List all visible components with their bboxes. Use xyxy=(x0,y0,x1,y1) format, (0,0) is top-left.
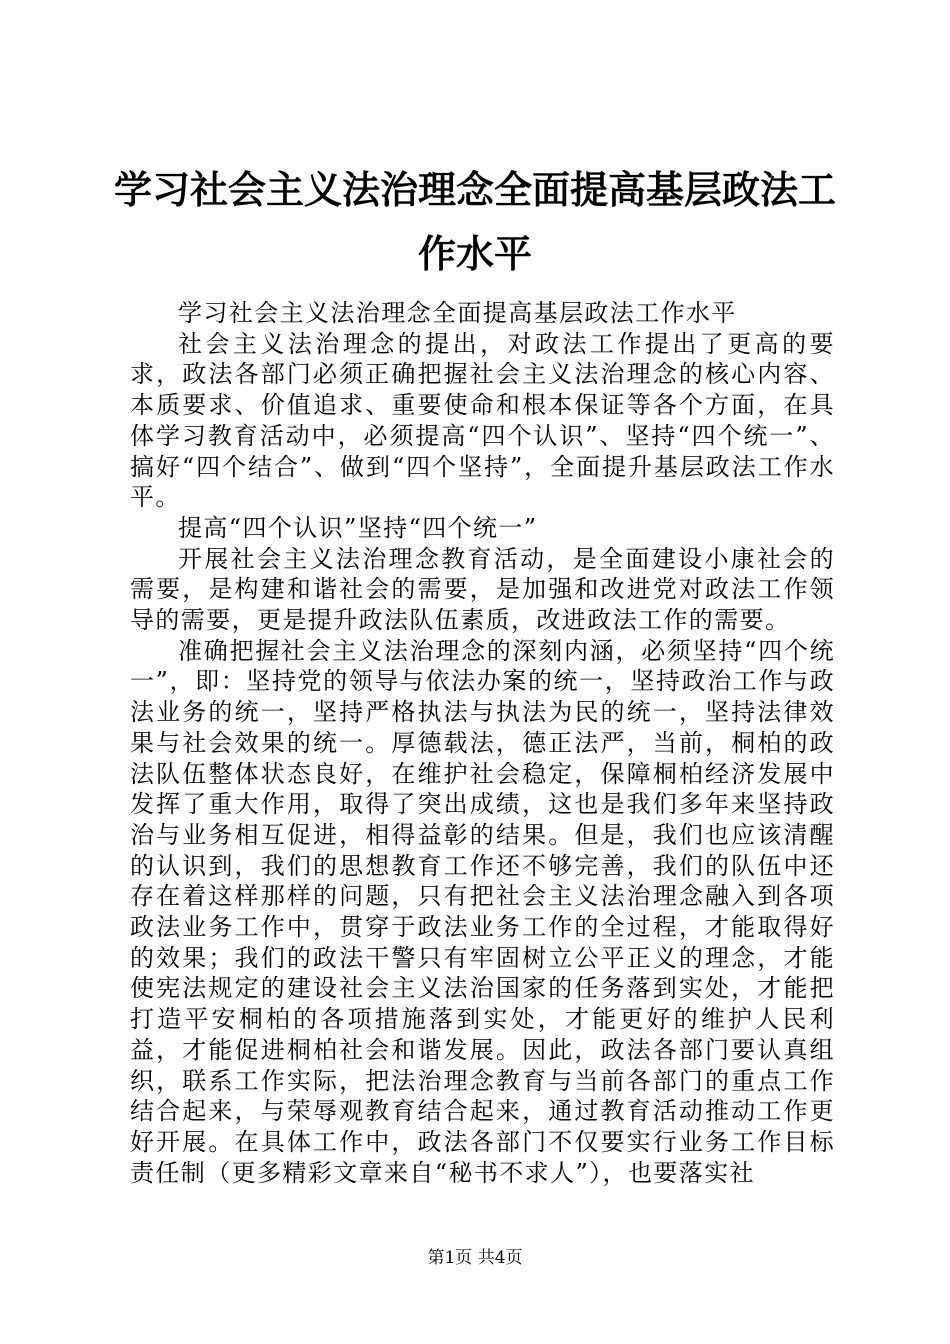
document-body xyxy=(130,298,835,1188)
paragraph-subtitle: 学习社会主义法治理念全面提高基层政法工作水平 xyxy=(178,299,737,327)
page-number-footer: 第1页 共4页 xyxy=(427,1248,523,1268)
paragraph-intro: 社会主义法治理念的提出，对政法工作提出了更高的要求，政法各部门必须正确把握社会主义法治理念的核心内容、本质要求、价值追求、重要使命和根本保证等各个方面，在具体学习教育活动中，必须提高“四个认识”、坚持“四个统一”、搞好“四个结合”、做到“四个坚持”，全面提升基层政法工作水平。 xyxy=(130,329,835,512)
paragraph-need: 开展社会主义法治理念教育活动，是全面建设小康社会的需要，是构建和谐社会的需要，是加强和改进党对政法工作领导的需要，更是提升政法队伍素质，改进政法工作的需要。 xyxy=(130,544,835,635)
paragraph-unity: 准确把握社会主义法治理念的深刻内涵，必须坚持“四个统一”，即：坚持党的领导与依法办案的统一，坚持政治工作与政法业务的统一，坚持严格执法与执法为民的统一，坚持法律效果与社会效果的统一。厚德载法，德正法严，当前，桐柏的政法队伍整体状态良好，在维护社会稳定，保障桐柏经济发展中发挥了重大作用，取得了突出成绩，这也是我们多年来坚持政治与业务相互促进，相得益彰的结果。但是，我们也应该清醒的认识到，我们的思想教育工作还不够完善，我们的队伍中还存在着这样那样的问题，只有把社会主义法治理念融入到各项政法业务工作中，贯穿于政法业务工作的全过程，才能取得好的效果；我们的政法干警只有牢固树立公平正义的理念，才能使宪法规定的建设社会主义法治国家的任务落到实处，才能把打造平安桐柏的各项措施落到实处，才能更好的维护人民利益，才能促进桐柏社会和谐发展。因此，政法各部门要认真组织，联系工作实际，把法治理念教育与当前各部门的重点工作结合起来，与荣辱观教育结合起来，通过教育活动推动工作更好开展。在具体工作中，政法各部门不仅要实行业务工作目标责任制（更多精彩文章来自“秘书不求人”），也要落实社 xyxy=(130,636,835,1187)
section-heading: 提高“四个认识”坚持“四个统一” xyxy=(178,513,538,542)
document-title: 学习社会主义法治理念全面提高基层政法工作水平 xyxy=(113,168,836,276)
